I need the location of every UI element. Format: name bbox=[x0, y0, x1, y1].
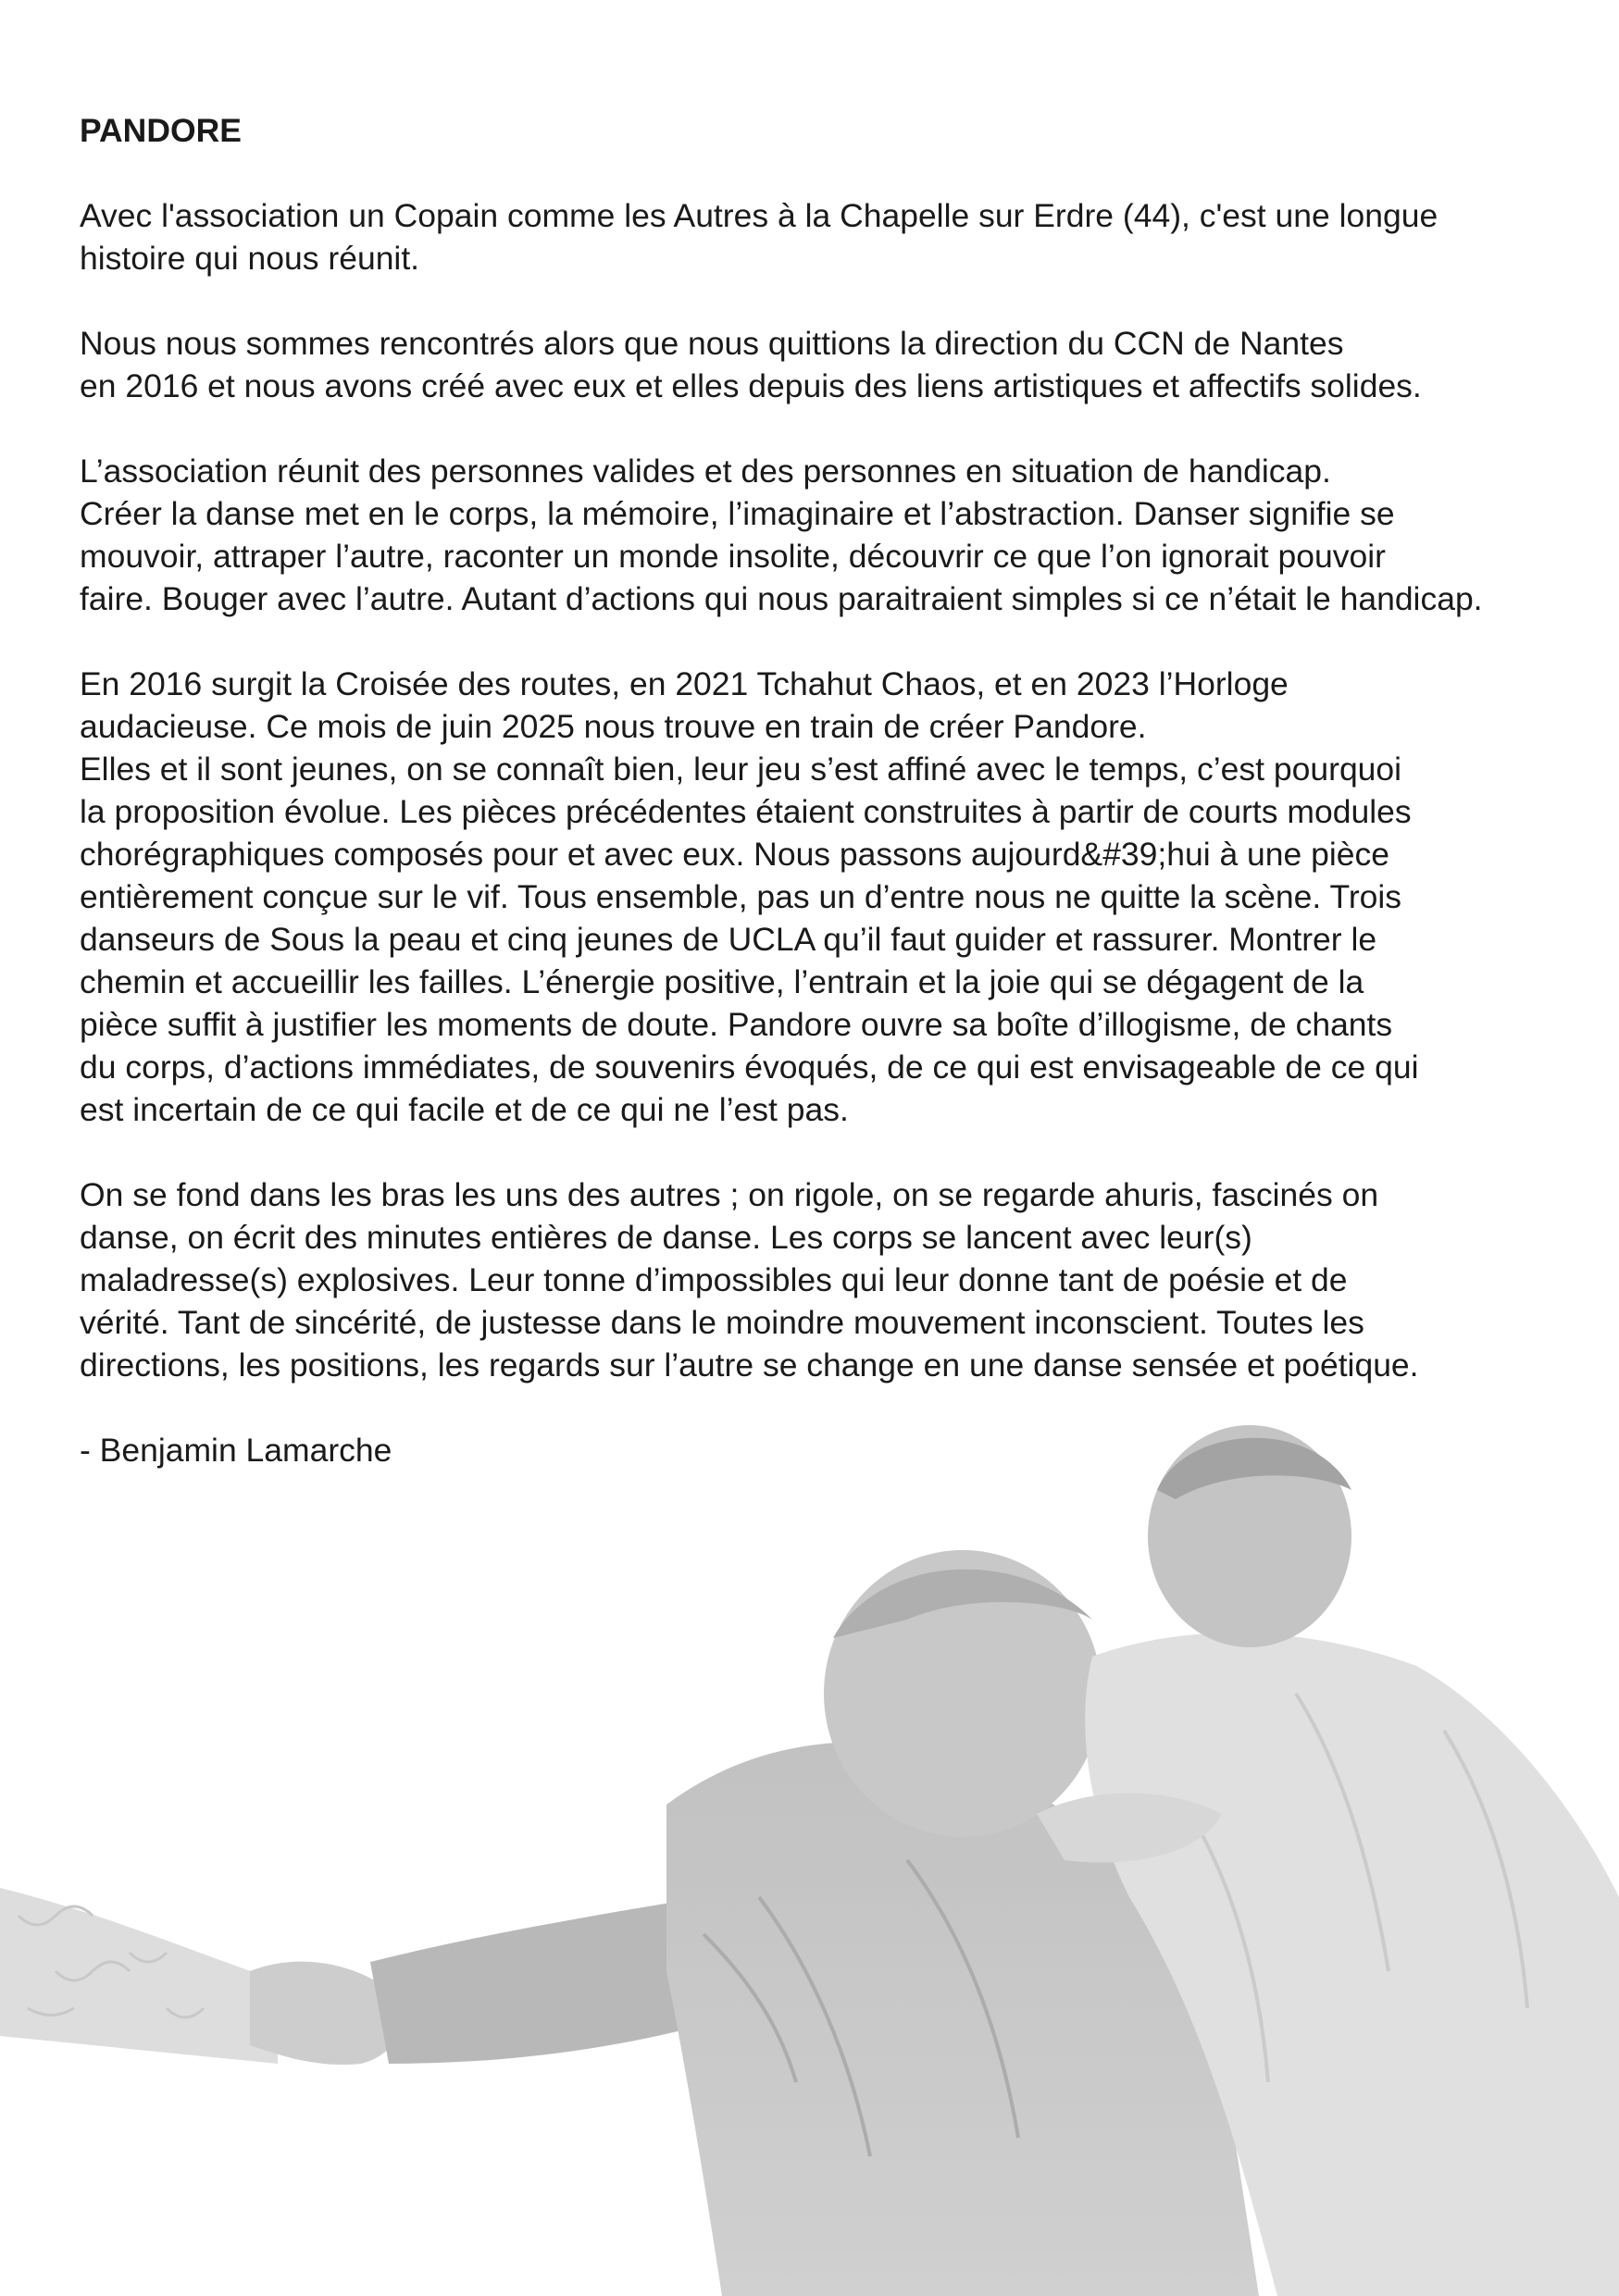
paragraph-line: du corps, d’actions immédiates, de souvenirs évoqués, de ce qui est envisageable de ce qui bbox=[80, 1049, 1419, 1086]
paragraph-line: pièce suffit à justifier les moments de doute. Pandore ouvre sa boîte d’illogisme, de chants bbox=[80, 1006, 1393, 1043]
paragraph-line: faire. Bouger avec l’autre. Autant d’actions qui nous paraitraient simples si ce n’était le handicap. bbox=[80, 580, 1483, 617]
paragraph-line: audacieuse. Ce mois de juin 2025 nous trouve en train de créer Pandore. bbox=[80, 708, 1147, 745]
paragraph-line: chemin et accueillir les failles. L’énergie positive, l’entrain et la joie qui se dégagent de la bbox=[80, 963, 1364, 1000]
dancers-photo-icon bbox=[0, 1416, 1619, 2296]
paragraph-line: danse, on écrit des minutes entières de danse. Les corps se lancent avec leur(s) bbox=[80, 1219, 1252, 1256]
paragraph-line: Créer la danse met en le corps, la mémoire, l’imaginaire et l’abstraction. Danser signifie se bbox=[80, 495, 1395, 532]
paragraph bbox=[80, 194, 1561, 279]
paragraph-line: maladresse(s) explosives. Leur tonne d’impossibles qui leur donne tant de poésie et de bbox=[80, 1261, 1348, 1298]
paragraph-line: L’association réunit des personnes valides et des personnes en situation de handicap. bbox=[80, 453, 1331, 490]
paragraph bbox=[80, 663, 1561, 1131]
paragraph-line: chorégraphiques composés pour et avec eux. Nous passons aujourd&#39;hui à une pièce bbox=[80, 836, 1390, 873]
paragraph-line: la proposition évolue. Les pièces précédentes étaient construites à partir de courts modules bbox=[80, 793, 1412, 830]
paragraph bbox=[80, 450, 1561, 620]
paragraph-line: Elles et il sont jeunes, on se connaît bien, leur jeu s’est affiné avec le temps, c’est pourquoi bbox=[80, 751, 1402, 788]
paragraph-line: danseurs de Sous la peau et cinq jeunes de UCLA qu’il faut guider et rassurer. Montrer le bbox=[80, 921, 1377, 958]
paragraph-line: mouvoir, attraper l’autre, raconter un monde insolite, découvrir ce que l’on ignorait pouvoir bbox=[80, 538, 1386, 575]
paragraph bbox=[80, 1173, 1561, 1386]
author-signature: - Benjamin Lamarche bbox=[80, 1432, 392, 1469]
paragraph-line: En 2016 surgit la Croisée des routes, en 2021 Tchahut Chaos, et en 2023 l’Horloge bbox=[80, 665, 1289, 702]
document-body bbox=[80, 109, 1561, 1471]
paragraph-line: histoire qui nous réunit. bbox=[80, 240, 420, 277]
paragraph-line: vérité. Tant de sincérité, de justesse dans le moindre mouvement inconscient. Toutes les bbox=[80, 1304, 1364, 1341]
paragraph-line: directions, les positions, les regards sur l’autre se change en une danse sensée et poétique. bbox=[80, 1347, 1419, 1384]
paragraph-line: en 2016 et nous avons créé avec eux et elles depuis des liens artistiques et affectifs solides. bbox=[80, 367, 1422, 404]
paragraph-line: Nous nous sommes rencontrés alors que nous quittions la direction du CCN de Nantes bbox=[80, 325, 1344, 362]
paragraph-line: entièrement conçue sur le vif. Tous ensemble, pas un d’entre nous ne quitte la scène. Trois bbox=[80, 878, 1402, 915]
page-title: PANDORE bbox=[80, 112, 242, 149]
paragraph-line: est incertain de ce qui facile et de ce qui ne l’est pas. bbox=[80, 1091, 849, 1128]
paragraph-list bbox=[80, 194, 1561, 1386]
paragraph bbox=[80, 322, 1561, 407]
paragraph-line: On se fond dans les bras les uns des autres ; on rigole, on se regarde ahuris, fascinés on bbox=[80, 1176, 1379, 1213]
paragraph-line: Avec l'association un Copain comme les Autres à la Chapelle sur Erdre (44), c'est une longue bbox=[80, 197, 1438, 234]
